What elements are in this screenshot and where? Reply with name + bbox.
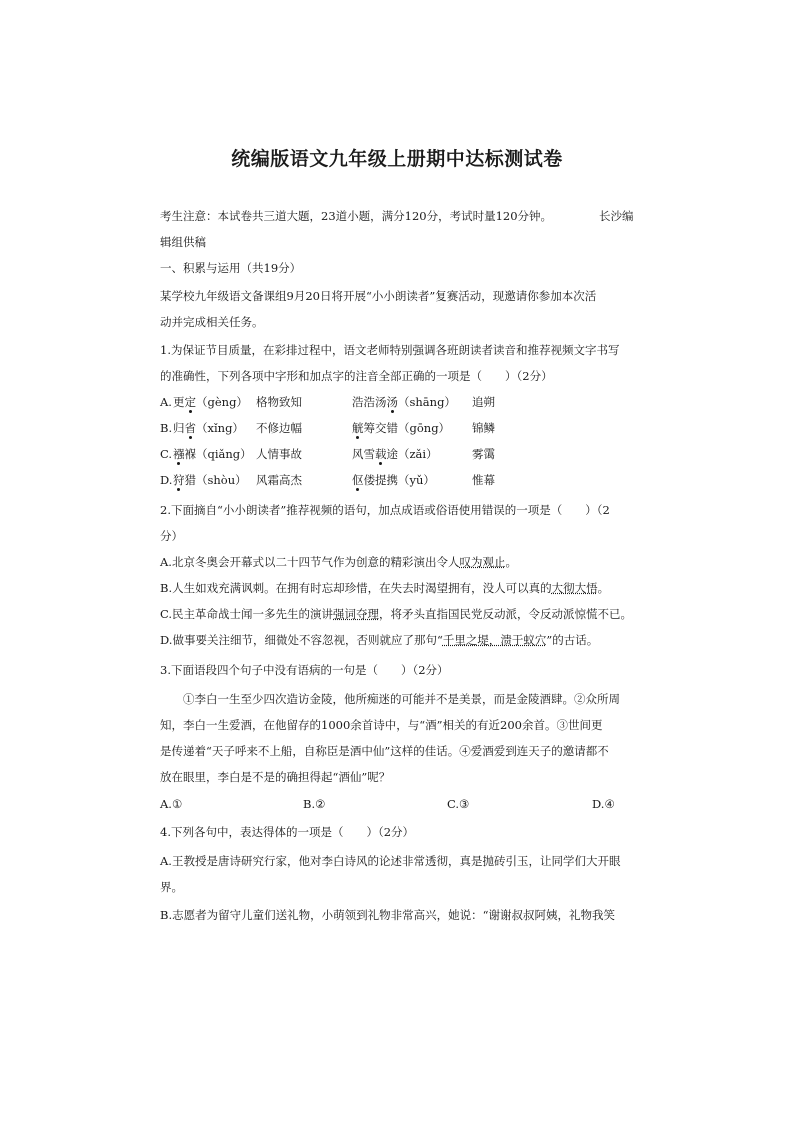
q3-option: D.④	[592, 797, 615, 811]
option-word: 襁褓（qiǎng）	[173, 447, 252, 461]
option-word: 归省（xǐng）	[173, 421, 244, 435]
option-text: B.人生如戏充满讽刺。在拥有时忘却珍惜，在失去时渴望拥有，没人可以真的大彻大悟。	[160, 581, 610, 595]
question-stem: 3.下面语段四个句子中没有语病的一句是（ ）（2分）	[160, 663, 449, 677]
option-label: B.	[160, 421, 173, 435]
notice-line: 辑组供稿	[160, 235, 206, 249]
section-heading: 一、积累与运用（共19分）	[160, 261, 302, 275]
passage-line: ①李白一生至少四次造访金陵，他所痴迷的可能并不是美景，而是金陵酒肆。②众所周	[183, 692, 620, 706]
option-word: 格物致知	[256, 395, 302, 409]
q3-option: A.①	[160, 797, 183, 811]
dotted-phrase: 千里之堤，溃于蚁穴	[442, 633, 547, 647]
option-text: A.王教授是唐诗研究行家，他对李白诗风的论述非常透彻，真是抛砖引玉，让同学们大开眼	[160, 854, 621, 868]
intro-line: 动并完成相关任务。	[160, 315, 264, 329]
option-word: 浩浩汤汤（shāng）	[352, 395, 456, 409]
dotted-phrase: 叹为观止	[459, 555, 506, 569]
question-stem: 4.下列各句中，表达得体的一项是（ ）（2分）	[160, 825, 415, 839]
passage-line: 知，李白一生爱酒，在他留存的1000余首诗中，与“酒”相关的有近200余首。③世间更	[160, 718, 603, 732]
intro-line: 某学校九年级语文备课组9月20日将开展“小小朗读者”复赛活动，现邀请你参加本次活	[160, 289, 597, 303]
page-title: 统编版语文九年级上册期中达标测试卷	[231, 148, 563, 170]
option-text: A.北京冬奥会开幕式以二十四节气作为创意的精彩演出令人叹为观止。	[160, 555, 517, 569]
option-text: D.做事要关注细节，细微处不容忽视，否则就应了那句“千里之堤，溃于蚁穴”的古话。	[160, 633, 599, 647]
option-word: 人情事故	[256, 447, 302, 461]
question-stem: 的准确性，下列各项中字形和加点字的注音全部正确的一项是（ ）（2分）	[160, 369, 553, 383]
option-word: 伛偻提携（yǔ）	[352, 473, 435, 487]
passage-line: 放在眼里，李白是不是的确担得起“酒仙”呢？	[160, 770, 391, 784]
option-word: 风霜高杰	[256, 473, 302, 487]
option-word: 锦鳞	[472, 421, 495, 435]
notice-line: 考生注意：本试卷共三道大题，23道小题，满分120分，考试时量120分钟。	[160, 209, 553, 223]
option-text: 界。	[160, 880, 183, 894]
dotted-phrase: 强词夺理	[333, 607, 380, 621]
option-word: 追朔	[472, 395, 495, 409]
option-label: C.	[160, 447, 173, 461]
option-word: 不修边幅	[256, 421, 302, 435]
option-label: D.	[160, 473, 173, 487]
question-stem: 1.为保证节目质量，在彩排过程中，语文老师特别强调各班朗读者读音和推荐视频文字书写	[160, 343, 620, 357]
option-word: 狩猎（shòu）	[173, 473, 247, 487]
option-word: 更定（gèng）	[173, 395, 248, 409]
option-word: 惟幕	[472, 473, 495, 487]
option-text: B.志愿者为留守儿童们送礼物，小萌领到礼物非常高兴，她说：“谢谢叔叔阿姨，礼物我笑	[160, 908, 615, 922]
notice-right: 长沙编	[599, 209, 634, 223]
q3-option: C.③	[447, 797, 470, 811]
q3-option: B.②	[303, 797, 326, 811]
option-text: C.民主革命战士闻一多先生的演讲强词夺理，将矛头直指国民党反动派，令反动派惊慌不已。	[160, 607, 633, 621]
dotted-phrase: 大彻大悟	[551, 581, 598, 595]
option-word: 雾霭	[472, 447, 495, 461]
question-stem: 分）	[160, 529, 183, 543]
option-word: 风雪载途（zǎi）	[352, 447, 438, 461]
option-word: 觥筹交错（gōng）	[352, 421, 451, 435]
option-label: A.	[160, 395, 172, 409]
question-stem: 2.下面摘自“小小朗读者”推荐视频的语句，加点成语或俗语使用错误的一项是（ ）（2	[160, 503, 610, 517]
passage-line: 是传递着“天子呼来不上船，自称臣是酒中仙”这样的佳话。④爱酒爱到连天子的邀请都不	[160, 744, 609, 758]
